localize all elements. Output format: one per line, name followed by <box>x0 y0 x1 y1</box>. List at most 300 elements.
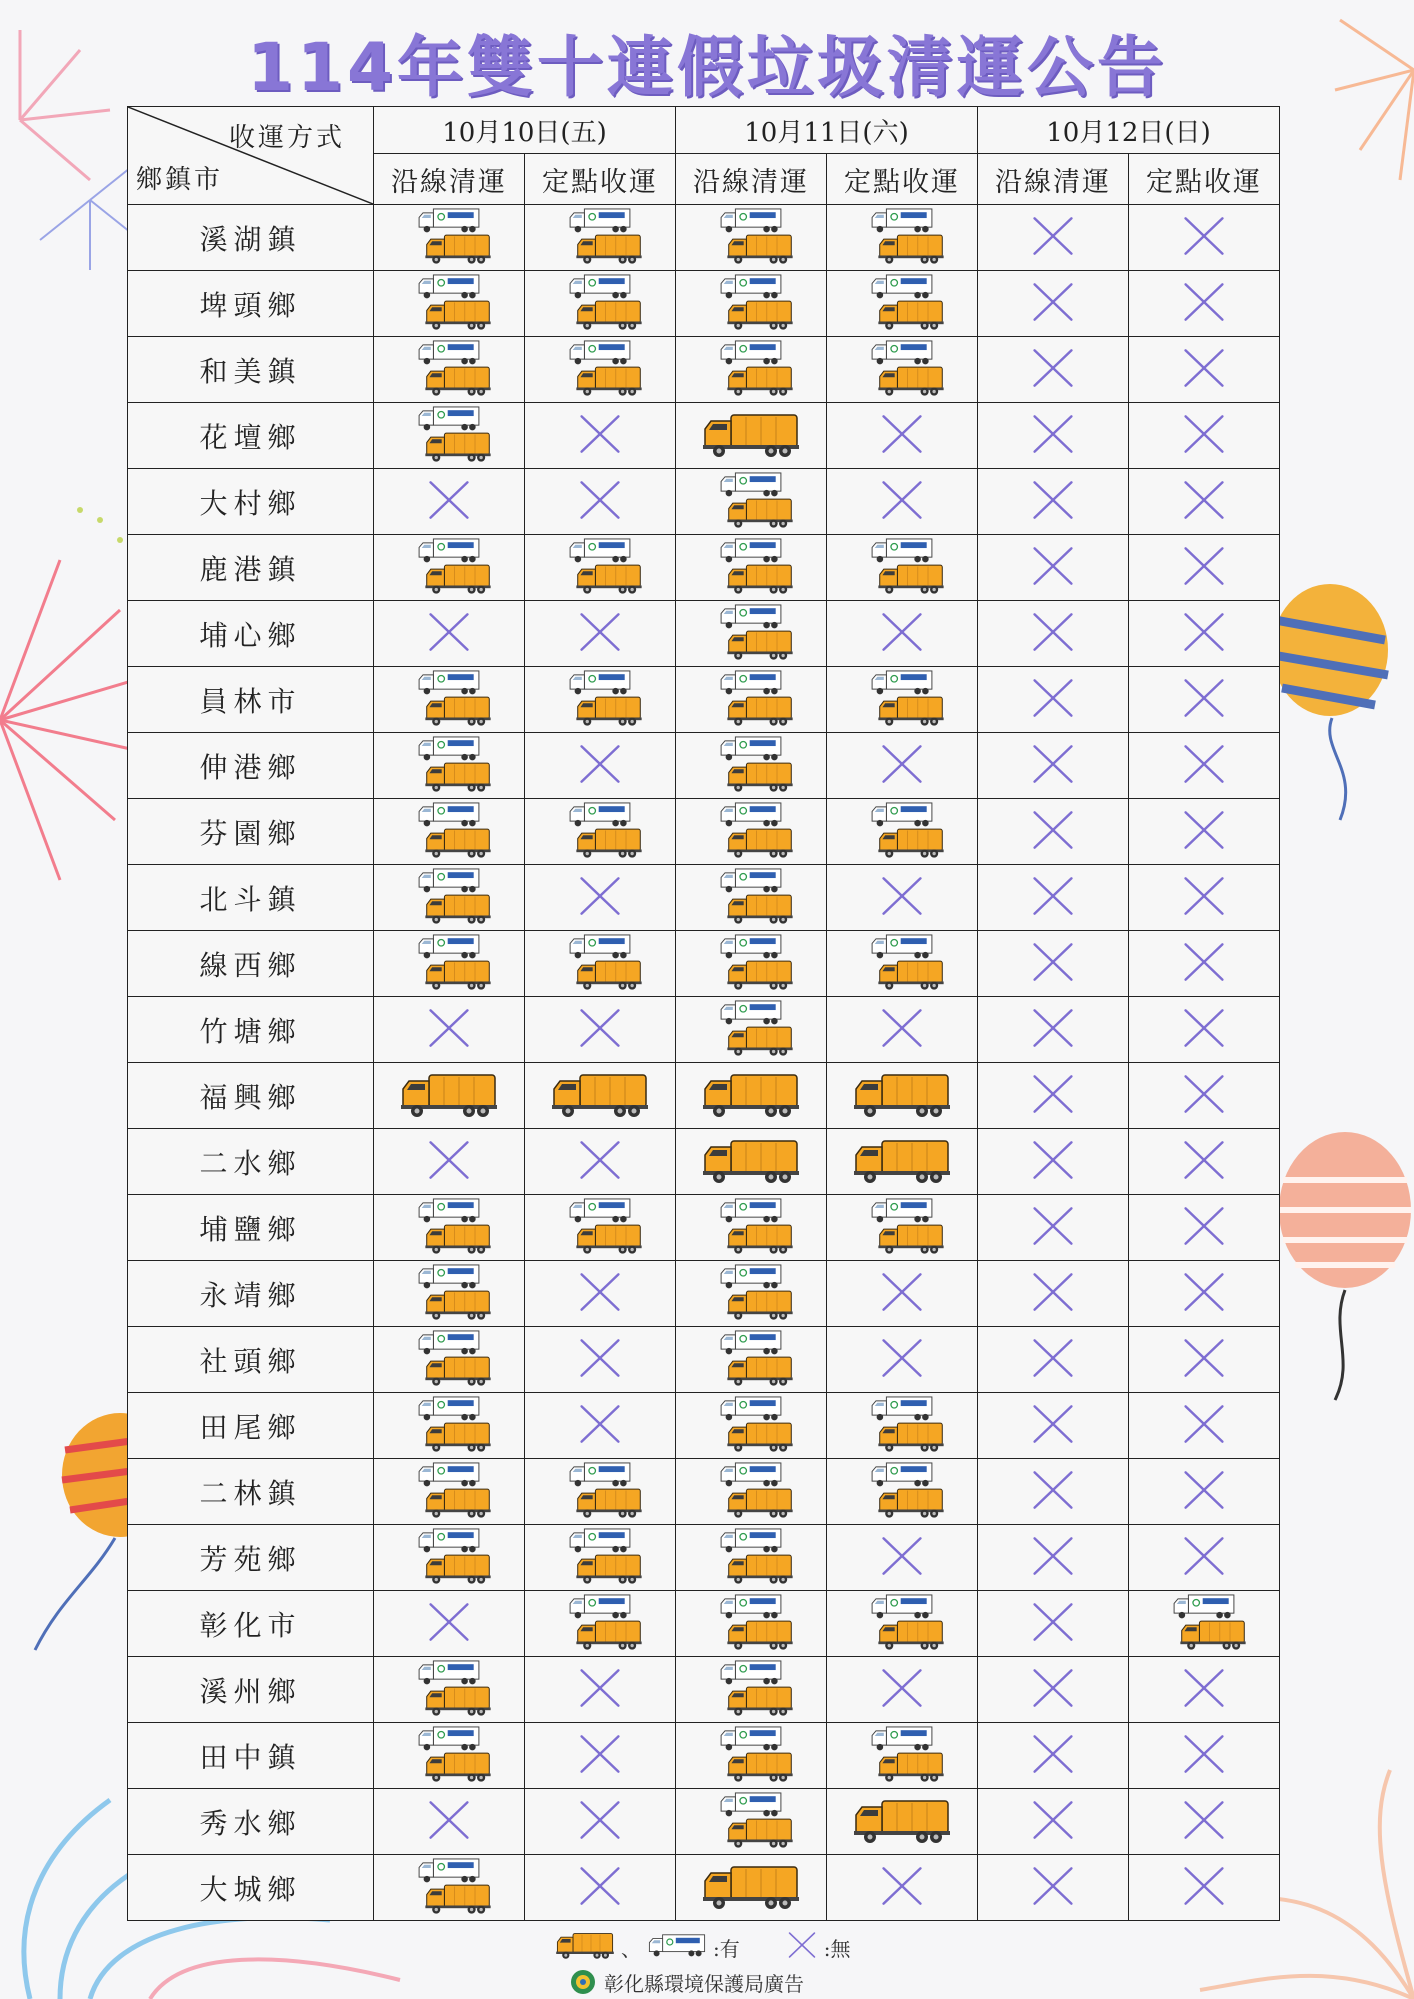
cross-icon <box>978 1073 1128 1119</box>
legend-separator: 、 <box>621 1936 641 1961</box>
town-name: 永靖鄉 <box>128 1261 374 1327</box>
service-cell <box>374 931 525 997</box>
service-cell <box>676 1789 827 1855</box>
no-service-cell <box>827 733 978 799</box>
no-service-cell <box>978 469 1129 535</box>
cross-icon <box>978 1799 1128 1845</box>
town-name: 社頭鄉 <box>128 1327 374 1393</box>
no-service-cell <box>978 1789 1129 1855</box>
service-cell <box>374 205 525 271</box>
table-row <box>128 997 1280 1063</box>
table-row <box>128 1591 1280 1657</box>
no-service-cell <box>827 1327 978 1393</box>
service-cell <box>525 1063 676 1129</box>
service-cell <box>1129 1591 1280 1657</box>
no-service-cell <box>525 997 676 1063</box>
no-service-cell <box>1129 1657 1280 1723</box>
cross-icon <box>978 1271 1128 1317</box>
cross-icon <box>978 1601 1128 1647</box>
service-cell <box>525 337 676 403</box>
cross-icon <box>978 743 1128 789</box>
table-row <box>128 1789 1280 1855</box>
no-service-cell <box>525 733 676 799</box>
town-name: 芳苑鄉 <box>128 1525 374 1591</box>
cross-icon <box>978 1469 1128 1515</box>
cross-icon <box>1129 1403 1279 1449</box>
no-service-cell <box>525 403 676 469</box>
cross-icon <box>1129 1337 1279 1383</box>
service-cell <box>827 1591 978 1657</box>
service-cell <box>676 469 827 535</box>
service-cell <box>676 1723 827 1789</box>
no-service-cell <box>1129 1393 1280 1459</box>
no-service-cell <box>978 535 1129 601</box>
cross-icon <box>525 743 675 789</box>
no-service-cell <box>827 865 978 931</box>
garbage-truck-icon <box>374 1069 524 1123</box>
cross-icon <box>374 1139 524 1185</box>
cross-icon <box>1129 1733 1279 1779</box>
cross-icon <box>525 1865 675 1911</box>
service-cell <box>827 1789 978 1855</box>
cross-icon <box>827 875 977 921</box>
table-row <box>128 667 1280 733</box>
no-service-cell <box>1129 337 1280 403</box>
cross-icon <box>1129 1865 1279 1911</box>
cross-icon <box>827 611 977 657</box>
town-name: 埤頭鄉 <box>128 271 374 337</box>
corner-label-method: 收運方式 <box>228 123 345 153</box>
service-cell <box>374 1459 525 1525</box>
cross-icon <box>525 479 675 525</box>
cross-icon <box>525 1733 675 1779</box>
cross-icon <box>374 479 524 525</box>
town-name: 員林市 <box>128 667 374 733</box>
no-service-cell <box>827 1261 978 1327</box>
no-service-cell <box>978 1393 1129 1459</box>
service-cell <box>676 865 827 931</box>
no-service-cell <box>827 469 978 535</box>
service-cell <box>525 1195 676 1261</box>
cross-icon <box>827 1337 977 1383</box>
table-row <box>128 1063 1280 1129</box>
cross-icon <box>1129 545 1279 591</box>
service-cell <box>374 1525 525 1591</box>
corner-label-town: 鄉鎮市 <box>136 165 224 195</box>
service-cell <box>676 1459 827 1525</box>
legend-none-label: :無 <box>823 1936 851 1961</box>
cross-icon <box>827 1865 977 1911</box>
recycling-truck-icon <box>647 1933 707 1962</box>
method-header-roadside: 沿線清運 <box>676 154 827 205</box>
service-cell <box>676 931 827 997</box>
table-row <box>128 271 1280 337</box>
no-service-cell <box>978 1723 1129 1789</box>
no-service-cell <box>374 1789 525 1855</box>
no-service-cell <box>827 1525 978 1591</box>
service-cell <box>676 667 827 733</box>
no-service-cell <box>978 403 1129 469</box>
no-service-cell <box>525 469 676 535</box>
table-row <box>128 1525 1280 1591</box>
service-cell <box>676 535 827 601</box>
cross-icon <box>978 347 1128 393</box>
cross-icon <box>827 1271 977 1317</box>
cross-icon <box>978 1733 1128 1779</box>
schedule-rows <box>128 205 1280 1921</box>
cross-icon <box>525 1007 675 1053</box>
cross-icon <box>827 413 977 459</box>
garbage-truck-icon <box>676 409 826 463</box>
no-service-cell <box>1129 271 1280 337</box>
garbage-truck-icon <box>555 1930 615 1965</box>
cross-icon <box>525 875 675 921</box>
service-cell <box>374 1327 525 1393</box>
no-service-cell <box>827 403 978 469</box>
table-row <box>128 1327 1280 1393</box>
service-cell <box>827 799 978 865</box>
no-service-cell <box>978 931 1129 997</box>
table-row <box>128 1261 1280 1327</box>
service-cell <box>676 799 827 865</box>
cross-icon <box>1129 347 1279 393</box>
service-cell <box>676 403 827 469</box>
service-cell <box>676 205 827 271</box>
table-row <box>128 865 1280 931</box>
cross-icon <box>525 1271 675 1317</box>
footer-text: 彰化縣環境保護局廣告 <box>604 1971 804 1996</box>
cross-icon <box>827 743 977 789</box>
no-service-cell <box>525 1723 676 1789</box>
no-service-cell <box>1129 535 1280 601</box>
no-service-cell <box>374 997 525 1063</box>
no-service-cell <box>1129 1723 1280 1789</box>
no-service-cell <box>978 601 1129 667</box>
service-cell <box>525 205 676 271</box>
no-service-cell <box>978 1327 1129 1393</box>
fireworks-left <box>0 480 140 900</box>
town-name: 和美鎮 <box>128 337 374 403</box>
cross-icon <box>525 611 675 657</box>
table-row <box>128 535 1280 601</box>
cross-icon <box>978 1535 1128 1581</box>
service-cell <box>374 1063 525 1129</box>
balloon-right-bottom <box>1275 1130 1414 1410</box>
town-name: 大城鄉 <box>128 1855 374 1921</box>
service-cell <box>676 733 827 799</box>
page-title: 114年雙十連假垃圾清運公告 <box>247 29 1167 106</box>
service-cell <box>827 337 978 403</box>
cross-icon <box>786 1931 818 1964</box>
service-cell <box>525 1591 676 1657</box>
no-service-cell <box>525 601 676 667</box>
town-name: 田尾鄉 <box>128 1393 374 1459</box>
service-cell <box>827 271 978 337</box>
service-cell <box>525 667 676 733</box>
service-cell <box>676 1129 827 1195</box>
no-service-cell <box>1129 1327 1280 1393</box>
service-cell <box>525 535 676 601</box>
no-service-cell <box>978 1195 1129 1261</box>
town-name: 線西鄉 <box>128 931 374 997</box>
cross-icon <box>978 677 1128 723</box>
town-name: 福興鄉 <box>128 1063 374 1129</box>
no-service-cell <box>978 1063 1129 1129</box>
no-service-cell <box>978 733 1129 799</box>
service-cell <box>676 1525 827 1591</box>
cross-icon <box>978 1139 1128 1185</box>
town-name: 大村鄉 <box>128 469 374 535</box>
no-service-cell <box>525 1327 676 1393</box>
cross-icon <box>978 413 1128 459</box>
service-cell <box>374 1195 525 1261</box>
cross-icon <box>978 941 1128 987</box>
service-cell <box>676 601 827 667</box>
service-cell <box>676 1657 827 1723</box>
no-service-cell <box>1129 205 1280 271</box>
no-service-cell <box>1129 1129 1280 1195</box>
town-name: 二林鎮 <box>128 1459 374 1525</box>
service-cell <box>827 535 978 601</box>
no-service-cell <box>978 1129 1129 1195</box>
table-row <box>128 337 1280 403</box>
service-cell <box>827 205 978 271</box>
table-row <box>128 1459 1280 1525</box>
service-cell <box>374 1393 525 1459</box>
town-name: 鹿港鎮 <box>128 535 374 601</box>
cross-icon <box>525 1337 675 1383</box>
footer <box>570 1968 804 1996</box>
table-row <box>128 601 1280 667</box>
method-header-roadside: 沿線清運 <box>978 154 1129 205</box>
no-service-cell <box>525 1855 676 1921</box>
no-service-cell <box>978 271 1129 337</box>
no-service-cell <box>525 1789 676 1855</box>
date-header-2: 10月11日(六) <box>676 107 978 154</box>
service-cell <box>827 667 978 733</box>
no-service-cell <box>978 1591 1129 1657</box>
method-header-roadside: 沿線清運 <box>374 154 525 205</box>
no-service-cell <box>1129 1195 1280 1261</box>
no-service-cell <box>1129 799 1280 865</box>
method-header-fixed-point: 定點收運 <box>827 154 978 205</box>
no-service-cell <box>374 1129 525 1195</box>
legend <box>555 1930 851 1964</box>
cross-icon <box>978 809 1128 855</box>
no-service-cell <box>1129 667 1280 733</box>
service-cell <box>525 1525 676 1591</box>
town-name: 伸港鄉 <box>128 733 374 799</box>
table-row <box>128 403 1280 469</box>
garbage-truck-icon <box>827 1069 977 1123</box>
cross-icon <box>1129 1469 1279 1515</box>
service-cell <box>827 1393 978 1459</box>
schedule-table <box>127 106 1280 1921</box>
cross-icon <box>1129 1667 1279 1713</box>
cross-icon <box>525 1139 675 1185</box>
service-cell <box>374 733 525 799</box>
service-cell <box>676 337 827 403</box>
garbage-truck-icon <box>676 1135 826 1189</box>
no-service-cell <box>374 601 525 667</box>
cross-icon <box>1129 479 1279 525</box>
no-service-cell <box>978 1525 1129 1591</box>
cross-icon <box>1129 743 1279 789</box>
cross-icon <box>1129 215 1279 261</box>
no-service-cell <box>827 1657 978 1723</box>
cross-icon <box>1129 1205 1279 1251</box>
cross-icon <box>374 1799 524 1845</box>
cross-icon <box>978 1403 1128 1449</box>
no-service-cell <box>1129 1261 1280 1327</box>
cross-icon <box>1129 941 1279 987</box>
cross-icon <box>1129 1073 1279 1119</box>
cross-icon <box>978 1205 1128 1251</box>
cross-icon <box>1129 1139 1279 1185</box>
town-name: 二水鄉 <box>128 1129 374 1195</box>
cross-icon <box>1129 875 1279 921</box>
cross-icon <box>525 1799 675 1845</box>
table-row <box>128 1129 1280 1195</box>
cross-icon <box>374 1601 524 1647</box>
service-cell <box>374 1657 525 1723</box>
service-cell <box>827 1723 978 1789</box>
legend-has-label: :有 <box>713 1936 740 1961</box>
service-cell <box>676 1195 827 1261</box>
town-name: 芬園鄉 <box>128 799 374 865</box>
cross-icon <box>978 1337 1128 1383</box>
no-service-cell <box>525 865 676 931</box>
cross-icon <box>1129 677 1279 723</box>
service-cell <box>676 1591 827 1657</box>
service-cell <box>525 931 676 997</box>
cross-icon <box>1129 281 1279 327</box>
cross-icon <box>525 1667 675 1713</box>
no-service-cell <box>1129 469 1280 535</box>
service-cell <box>827 1459 978 1525</box>
service-cell <box>676 271 827 337</box>
no-service-cell <box>978 1855 1129 1921</box>
cross-icon <box>1129 413 1279 459</box>
corner-header-cell <box>128 107 374 205</box>
town-name: 秀水鄉 <box>128 1789 374 1855</box>
table-row <box>128 1393 1280 1459</box>
town-name: 北斗鎮 <box>128 865 374 931</box>
garbage-truck-icon <box>676 1069 826 1123</box>
no-service-cell <box>827 997 978 1063</box>
no-service-cell <box>374 1591 525 1657</box>
no-service-cell <box>374 469 525 535</box>
garbage-truck-icon <box>827 1135 977 1189</box>
no-service-cell <box>1129 1459 1280 1525</box>
cross-icon <box>827 1667 977 1713</box>
no-service-cell <box>827 601 978 667</box>
date-header-1: 10月10日(五) <box>374 107 676 154</box>
no-service-cell <box>1129 931 1280 997</box>
no-service-cell <box>1129 601 1280 667</box>
service-cell <box>374 1855 525 1921</box>
service-cell <box>827 1129 978 1195</box>
town-name: 埔鹽鄉 <box>128 1195 374 1261</box>
cross-icon <box>525 1403 675 1449</box>
garbage-truck-icon <box>676 1861 826 1915</box>
service-cell <box>676 1261 827 1327</box>
no-service-cell <box>978 865 1129 931</box>
town-name: 溪湖鎮 <box>128 205 374 271</box>
cross-icon <box>978 545 1128 591</box>
cross-icon <box>978 1865 1128 1911</box>
no-service-cell <box>1129 403 1280 469</box>
no-service-cell <box>1129 1525 1280 1591</box>
table-row <box>128 205 1280 271</box>
method-header-fixed-point: 定點收運 <box>1129 154 1280 205</box>
no-service-cell <box>978 997 1129 1063</box>
no-service-cell <box>1129 733 1280 799</box>
service-cell <box>676 1063 827 1129</box>
no-service-cell <box>978 1459 1129 1525</box>
table-row <box>128 733 1280 799</box>
table-row <box>128 1195 1280 1261</box>
no-service-cell <box>1129 1789 1280 1855</box>
service-cell <box>676 1393 827 1459</box>
table-row <box>128 931 1280 997</box>
cross-icon <box>1129 1271 1279 1317</box>
service-cell <box>676 1855 827 1921</box>
cross-icon <box>525 413 675 459</box>
town-name: 溪州鄉 <box>128 1657 374 1723</box>
cross-icon <box>978 611 1128 657</box>
garbage-truck-icon <box>525 1069 675 1123</box>
cross-icon <box>374 611 524 657</box>
cross-icon <box>978 215 1128 261</box>
service-cell <box>374 1723 525 1789</box>
no-service-cell <box>525 1657 676 1723</box>
service-cell <box>525 799 676 865</box>
service-cell <box>374 1261 525 1327</box>
cross-icon <box>827 1535 977 1581</box>
table-row <box>128 1855 1280 1921</box>
no-service-cell <box>525 1261 676 1327</box>
no-service-cell <box>1129 1063 1280 1129</box>
no-service-cell <box>1129 997 1280 1063</box>
no-service-cell <box>978 1261 1129 1327</box>
service-cell <box>827 1063 978 1129</box>
date-header-3: 10月12日(日) <box>978 107 1280 154</box>
no-service-cell <box>1129 865 1280 931</box>
town-name: 花壇鄉 <box>128 403 374 469</box>
epa-logo-icon <box>570 1969 596 1995</box>
cross-icon <box>1129 1535 1279 1581</box>
cross-icon <box>374 1007 524 1053</box>
no-service-cell <box>525 1393 676 1459</box>
method-header-fixed-point: 定點收運 <box>525 154 676 205</box>
service-cell <box>676 1327 827 1393</box>
cross-icon <box>978 1667 1128 1713</box>
no-service-cell <box>525 1129 676 1195</box>
no-service-cell <box>827 1855 978 1921</box>
town-name: 竹塘鄉 <box>128 997 374 1063</box>
service-cell <box>827 1195 978 1261</box>
service-cell <box>374 865 525 931</box>
town-name: 田中鎮 <box>128 1723 374 1789</box>
no-service-cell <box>978 799 1129 865</box>
service-cell <box>374 271 525 337</box>
service-cell <box>525 271 676 337</box>
table-row <box>128 469 1280 535</box>
table-row <box>128 799 1280 865</box>
no-service-cell <box>978 337 1129 403</box>
no-service-cell <box>1129 1855 1280 1921</box>
